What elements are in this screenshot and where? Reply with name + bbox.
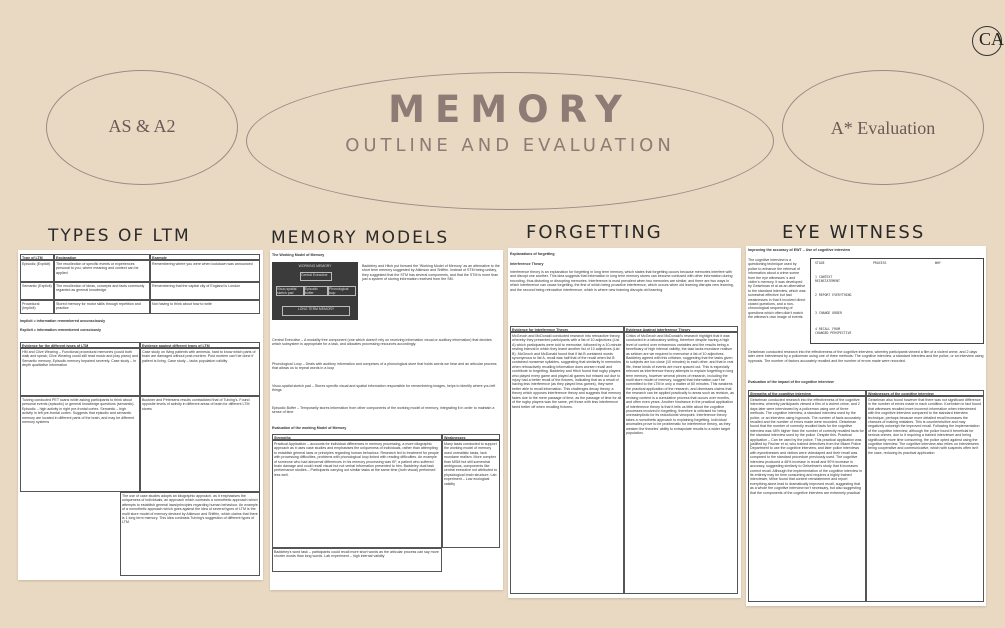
cognitive-interview-intro: The cognitive interview is a questioning technique used by police to enhance the retrieval of information about a crime scene from the eye witnesses' s and victim's memory. It was developed by Geiselman et al as an alternative to the standard interview, which was somewhat effective but had weaknesses in that it involved direct closed questions, and a non-chronological sequencing of questions which often didn't match the witness's own image of events. xyxy=(748,258,806,320)
models-weaknesses-text: Many tasks conducted to support the working model of memory used unrealistic tasks, lack mundane realism. More complex than MSM but still somewhat ambiguous, components like central executive not attributed to physiological brain structure. Lab experiment – Low ecological validity xyxy=(442,440,500,548)
sketch-header-process: PROCESS xyxy=(873,261,887,265)
evidence-against-heading: Evidence against different types of LTM xyxy=(140,342,260,348)
evidence-against-text: Case study on living patients with amnesia, hard to know which parts of brain are damaged without post-mortem. Post mortem can't be done if patient is living. Case study – lacks population validity xyxy=(140,348,260,396)
eyewitness-heading: Improving the accuracy of EWT – Use of cognitive interview xyxy=(748,248,851,252)
types-of-ltm-page xyxy=(18,250,263,580)
models-strengths-text: Practical Application – accounts for individual differences in memory processing, a more idiographic approach as it uses case studies and emphasises the uniqueness of individuals, rather than attempting to establish general laws or principles regarding human behaviour. Research led to treatment for people with processing difficulties, problems with phonological loop linked with reading difficulties. An example of someone who had abnormal differences in his memory processing was KF, a patient who suffered brain damage and could recall visual but not verbal information presented to him. Baddeley dual task performance studies – Participants carrying out similar tasks at the same time (both visual) performed less well. xyxy=(272,440,442,548)
models-heading: The Working Model of Memory xyxy=(272,253,325,257)
section-heading-models: MEMORY MODELS xyxy=(271,228,450,248)
sketch-row: 3 CHANGE ORDER xyxy=(815,311,842,315)
sketch-header-why: WHY xyxy=(935,261,941,265)
eyewitness-strengths-heading: Strengths of the cognitive interview xyxy=(748,390,866,396)
forgetting-against-text: Critics of McGeoch and McDonald's research highlight that it was conducted in a laboratory setting, therefore despite having a high level of control over extraneous variables and the results being a beneficiary of high internal validity, the task lacks mundane realism as seldom are we required to memorise a list of 10 adjectives. Baddeley agreed with this criticism, suggesting that the tasks given to subjects are too close (10 minutes) to each other, and that in real life, these kinds of events are more spaced out. This is especially relevant as interference theory attempts to explain forgetting in long term memory, however several pieces of research, including the multi store model of memory, suggest that information can't be committed to the LTM in only a matter of 60 minutes. This weakens the practical application of the research, and dismisses claims that the research can be applied practically to areas such as revision, as revising content is a cumulative process that occurs over months, and often even years. Another hindrance in the practical application of interference theory is that it tells us little about the cognitive processes involved in forgetting, therefore is criticised for being overssimplistic for its reductionist viewpoint. Interference theory takes a nomothetic approach to explaining forgetting. Individual anomalies prove to be problematic for interference theory, as they weaken the theories' ability to extrapolate results to a wider target population. xyxy=(624,332,738,594)
table-cell: Procedural (Implicit) xyxy=(20,300,54,314)
sketch-row: 1 CONTEXT REINSTATEMENT xyxy=(815,275,840,284)
diagram-ltm: LONG TERM MEMORY xyxy=(282,306,350,316)
models-weaknesses-heading: Weaknesses xyxy=(442,434,500,440)
table-cell: Episodic (Explicit) xyxy=(20,260,54,282)
table-cell: The recollection of ideas, concepts and facts commonly regarded as general knowledge xyxy=(54,282,150,300)
diagram-phonological-loop: Phonological loop xyxy=(328,286,356,296)
sketch-row: 4 RECALL FROM CHANGED PERSPECTIVE xyxy=(815,327,852,336)
level-label: AS & A2 xyxy=(108,116,176,136)
eyewitness-weaknesses-text: Geiselman also found however that there was not significant difference in the number of errors made in each condition. Koehnken in fact found that witnesses recalled more incorrect information when interviewed with the cognitive interview compared to the standard interview technique, perhaps because more detailed recall increases the chances of making mistakes. This is counterintuitive and may negatively outweigh the improved recall. Following the implementation of the cognitive interview, although the police found it beneficial for serious crimes, due to it requiring a trained interviewer and being significantly more time consuming, the police opted against using the cognitive interview. The cognitive interview also relies on interviewees being cooperative and communicative, which with suspects often isn't the case, reducing its practical application xyxy=(866,396,984,602)
evidence-for-heading: Evidence for the different types of LTM xyxy=(20,342,140,348)
diagram-episodic-buffer: Episodic buffer xyxy=(304,286,328,296)
sketch-pad-text: Visuo-spatial sketch pad – Stores specific visual and spatial information responsible for remembering images, helps to identify where you left things xyxy=(272,384,496,393)
table-cell: Not having to think about how to write xyxy=(150,300,260,314)
title-banner xyxy=(0,0,1005,215)
diagram-central-executive: Central Executive xyxy=(300,272,332,281)
page-subtitle: OUTLINE AND EVALUATION xyxy=(345,135,675,156)
table-header: Type of LTM xyxy=(20,254,54,260)
table-header: Explanation xyxy=(54,254,150,260)
section-heading-types: TYPES OF LTM xyxy=(48,226,191,246)
explicit-note: Explicit = information remembered consciously xyxy=(20,328,101,332)
section-heading-forgetting: FORGETTING xyxy=(526,222,663,243)
models-strengths-heading: Strengths xyxy=(272,434,442,440)
diagram-title: WORKING MEMORY xyxy=(298,264,332,268)
table-cell: Semantic (Explicit) xyxy=(20,282,54,300)
tulving-study-text: Tulving conducted PET scans while asking participants to think about personal events (episodic) or general knowledge questions (semantic). Episodic – high activity in right pre-frontal cortex. Semantic – high activity in left pre-frontal cortex. Suggests that episodic and semantic memory are located in different parts of the brain, and may be different memory systems xyxy=(20,396,140,492)
brand-logo xyxy=(972,26,1005,56)
interference-intro: Interference theory is an explanation for forgetting in long term memory, which states that forgetting occurs because memories interfere with and disrupt one another. This idea suggests that information in long term memory stores can become confused with other information during encoding, thus distorting or disrupting memories. Interference is most prevalent when two memories are similar, and there are two ways in which interference can cause forgetting, the first of which being proactive interference, which occurs when old learning disrupts new learning, and the second being retroactive interference, which is where new learning disrupts old learning. xyxy=(510,270,734,292)
implicit-note: Implicit = information remembered unconsciously xyxy=(20,319,106,323)
table-cell: Remembering where you were when lockdown was announced xyxy=(150,260,260,282)
interference-subheading: Interference Theory xyxy=(510,262,544,266)
table-cell: The recollection of specific events or experiences personal to you, where meaning and context can be applied xyxy=(54,260,150,282)
stages-sketch-table xyxy=(810,258,984,344)
central-executive-text: Central Executive – A modality free component (one which doesn't rely on receiving information visual or auditory information) that decides which subsystem is appropriate for a task, and allocates processing resources accordingly. xyxy=(272,338,492,347)
logo-letters: CA xyxy=(979,29,1005,49)
forgetting-heading: Explanations of forgetting xyxy=(510,252,555,256)
episodic-buffer-text: Episodic Buffer – Temporarily stores information from other components of the working model of memory, integrating it in order to maintain a sense of time xyxy=(272,406,495,415)
forgetting-against-heading: Evidence Against Interference Theory xyxy=(624,326,738,332)
idiographic-evaluation-text: The use of case studies adopts an idiographic approach, as it emphasises the uniqueness of individuals, an approach which contrasts a nomothetic approach which attempts to establish general laws/principles regarding human behaviour. An example of a nomothetic approach which goes against the idea of several types of LTM is the multi store model of memory devised by Atkinson and Shiffrin, which claims that there is 1 long term memory. This idea contrasts Tulving's suggestion of different types of LTM. xyxy=(120,492,260,576)
forgetting-for-text: McGeoch and McDonald conducted research into retroactive theory, whereby they presented participants with a list of 10 adjectives (List A) which participants were told to memorise, followed by a 10-minute resting interval in which they learnt another list of 10 adjectives (List B). McGeoch and McDonald found that if list B contained words synonymous to list A, recall was half that of the recall when list B contained nonsense syllables, suggesting that similarity in memories when retroactively recalling information does worsen recall and contribute to forgetting. Baddeley and Hitch found that rugby players who played every game and played all games but missed out due to injury had a better recall of the fixtures, indicating that as a result of having less interference (as they played less games), they were better able to recall information. This challenges decay theory, a theory which opposes interference theory and suggests that memory fades due to the mere passage of time, as the passage of time for all of the rugby players was the same, yet those with less interference fared better off when recalling fixtures. xyxy=(510,332,624,594)
table-cell: Remembering that the capital city of England is London xyxy=(150,282,260,300)
phonological-loop-text: Phonological Loop – Deals with auditory information and comprises of a phonological store that holds words we hear and an articular process that allows us to repeat words in a loop xyxy=(272,362,497,371)
geiselman-research: Geiselman conducted research into the effectiveness of the cognitive interview, whereby participants viewed a film of a violent crime, and 2 days later were interviewed by a policeman using one of three methods: The cognitive interview, a standard interview and the police, or an interview using hypnosis. The number of factors accurately recalled and the number of errors made were recorded. xyxy=(748,350,984,363)
sketch-row: 2 REPORT EVERYTHING xyxy=(815,293,852,297)
table-header: Example xyxy=(150,254,260,260)
sketch-header-stage: STAGE xyxy=(815,261,825,265)
evidence-for-text: HM and Clive Wearing – Functional procedural memories (could both walk and speak; Clive Wearing could still read music and play piano) and Semantic memory. Episodic memory impaired severely. Case study – In depth qualitative information xyxy=(20,348,140,396)
working-memory-diagram xyxy=(272,262,358,320)
models-eval-heading: Evaluation of the working Model of Memory xyxy=(272,426,347,430)
page-title: MEMORY xyxy=(388,88,632,131)
forgetting-page xyxy=(508,248,741,598)
eyewitness-strengths-text: Geiselman conducted research into the effectiveness of the cognitive interview, whereby participants viewed a film of a violent crime, and 2 days later were interviewed by a policeman using one of three methods. The cognitive interview, a standard interview used by the police, or an interview using hypnosis. The number of facts accurately recalled and the number of errors made were recorded. Geiselman found that the number of correctly recalled facts for the cognitive interview was 48% higher than the number of correctly recalled facts for the standard interview used by the police. Despite this. Practical application – Can be used by the police. This practical application was justified by Fischer et al, who trained detectives from the Miami Police Department to use the cognitive interview, and later police interviews with eyewitnesses and victims were videotaped and their recall was compared to the standard procedure previously used. The cognitive interview produced a 46% increase in recall and 90% increase in accuracy, suggesting similarly to Geiselman's study that it increases correct recall. Although the implementation of the cognitive interview in its entirety may be time consuming and requires a highly trained interviewer, Milne found that context reinstatement and report everything alone lead to dramatically improved recall, suggesting that as a whole the cognitive interview isn't necessary, but also suggesting that the components of the cognitive interview are extremely practical xyxy=(748,396,866,602)
eyewitness-weaknesses-heading: Weaknesses of the cognitive interview xyxy=(866,390,984,396)
section-heading-eyewitness: EYE WITNESS xyxy=(782,222,926,243)
buckner-study-text: Buckner and Petersens results contradicted that of Tulving's. Found opposite levels of activity in different areas of brain for different LTM stores xyxy=(140,396,260,492)
diagram-sketch-pad: Visuo-spatial sketch pad xyxy=(276,286,304,296)
table-cell: Stored memory for motor skills through repetition and practice xyxy=(54,300,150,314)
forgetting-for-heading: Evidence for Interference Theory xyxy=(510,326,624,332)
memory-models-page xyxy=(270,250,503,590)
eyewitness-eval-heading: Evaluation of the impact of the cognitive interview xyxy=(748,380,834,384)
word-task-text: Baddeley's word task – participants could recall more short words as the articular process can say more shorter words than long words. Lab experiment – high internal validity xyxy=(272,548,442,572)
evaluation-label: A* Evaluation xyxy=(830,118,936,138)
eyewitness-page xyxy=(746,246,986,606)
models-intro: Baddeley and Hitch put forward the 'Working Model of Memory' as an alternative to the short term memory suggested by Atkinson and Shiffrin. Instead of STM being unitary, they suggested that the STM has several components, and that the STM is more than just a system of storing information received from the SM. xyxy=(362,264,500,282)
